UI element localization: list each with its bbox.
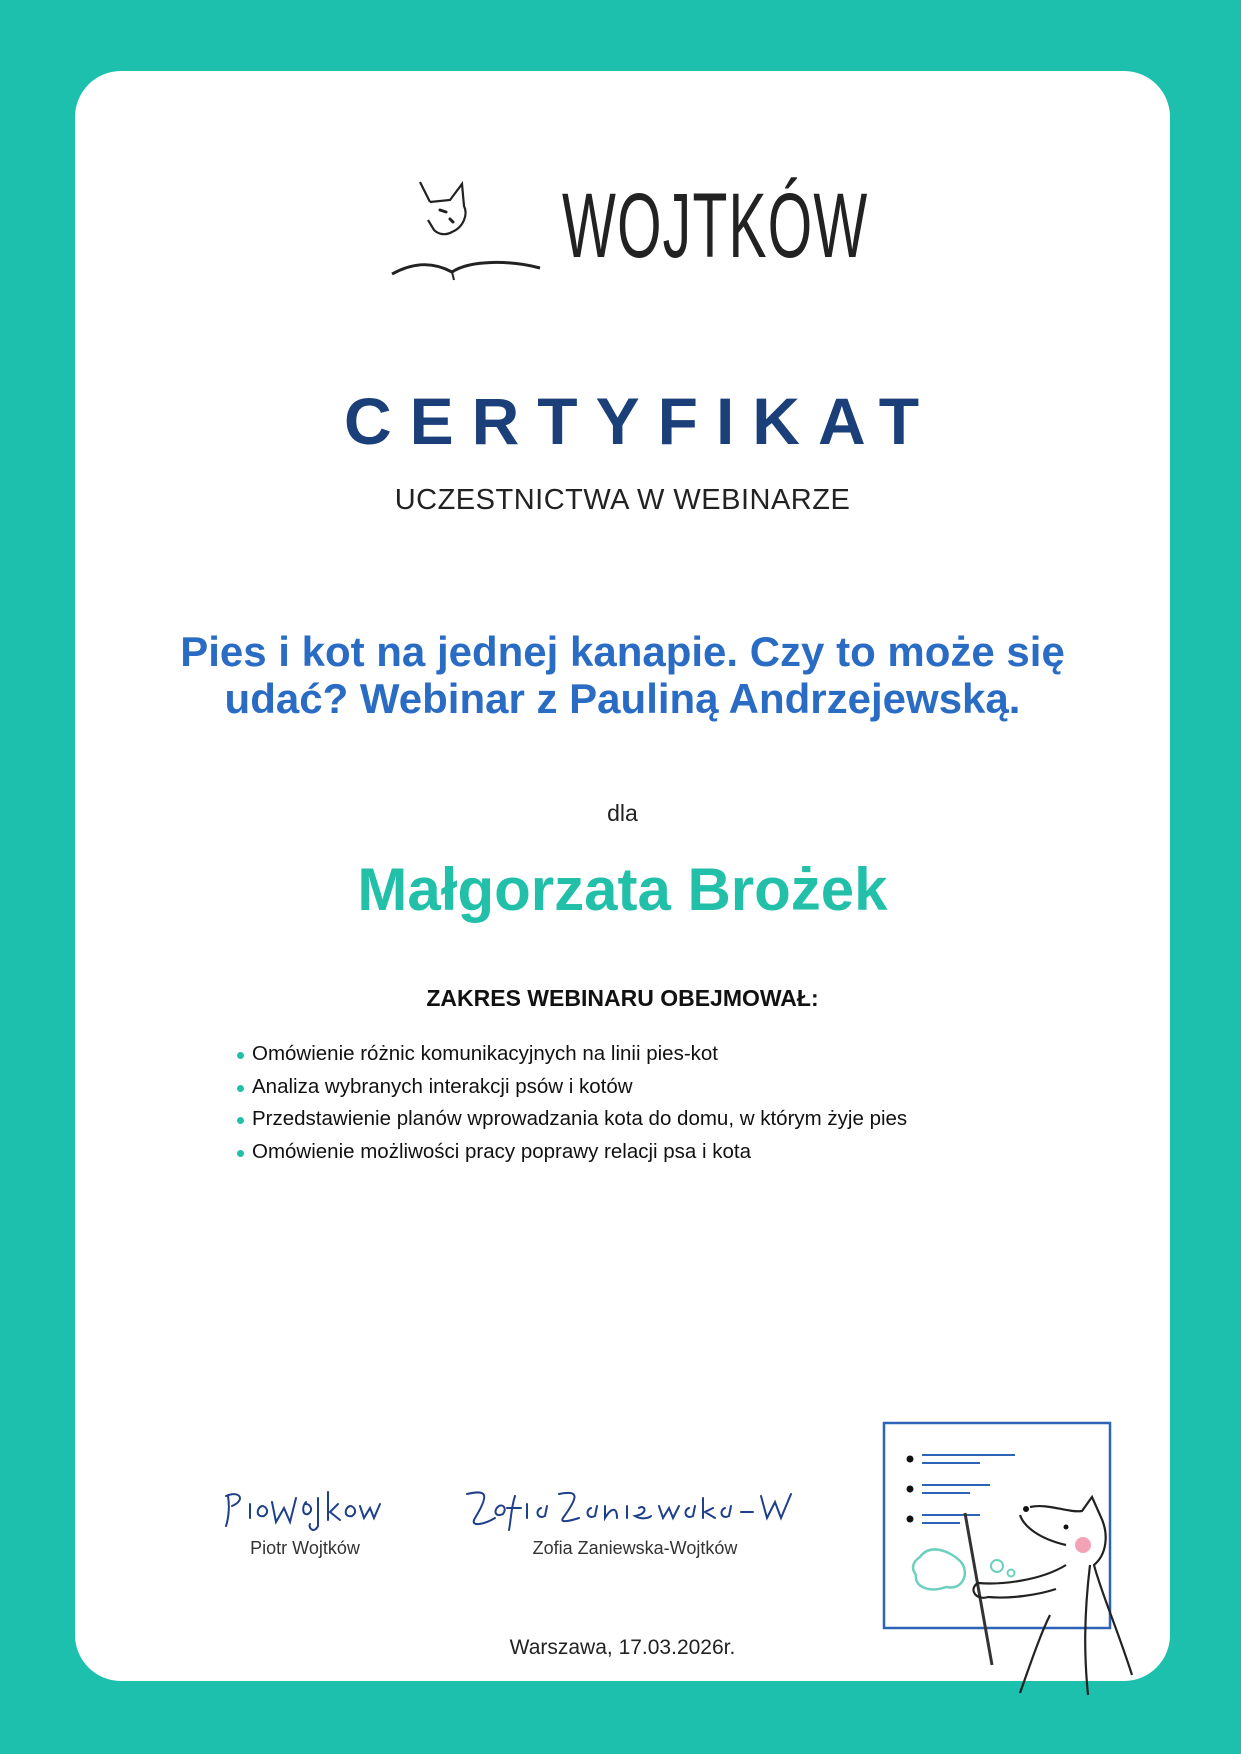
place-date: Warszawa, 17.03.2026r.	[509, 1636, 736, 1659]
handwritten-signature	[455, 1478, 815, 1538]
list-item: Omówienie możliwości pracy poprawy relacji psa i kota	[235, 1136, 907, 1169]
signature-block-1	[210, 1478, 400, 1559]
recipient-name: Małgorzata Brożek	[357, 856, 888, 923]
list-item: Omówienie różnic komunikacyjnych na linii pies-kot	[235, 1038, 907, 1071]
webinar-title: Pies i kot na jednej kanapie. Czy to może się udać? Webinar z Pauliną Andrzejewską.	[180, 628, 1065, 722]
signatory-name: Piotr Wojtków	[250, 1538, 360, 1558]
brand-wordmark: WOJTKÓW	[562, 175, 869, 277]
brand-logo	[390, 172, 869, 292]
dog-reading-book-icon	[390, 172, 555, 292]
certificate-subtitle: UCZESTNICTWA W WEBINARZE	[394, 484, 851, 516]
list-item: Analiza wybranych interakcji psów i kotów	[235, 1071, 907, 1104]
dog-with-pointer-and-board-icon	[870, 1415, 1170, 1695]
signature-block-2	[455, 1478, 815, 1559]
signatory-name: Zofia Zaniewska-Wojtków	[532, 1538, 738, 1558]
list-item: Przedstawienie planów wprowadzania kota do domu, w którym żyje pies	[235, 1103, 907, 1136]
for-label: dla	[607, 800, 638, 826]
certificate-title: CERTYFIKAT	[343, 384, 938, 458]
handwritten-signature	[210, 1478, 400, 1538]
scope-list	[235, 1038, 907, 1168]
scope-heading: ZAKRES WEBINARU OBEJMOWAŁ:	[426, 985, 819, 1011]
